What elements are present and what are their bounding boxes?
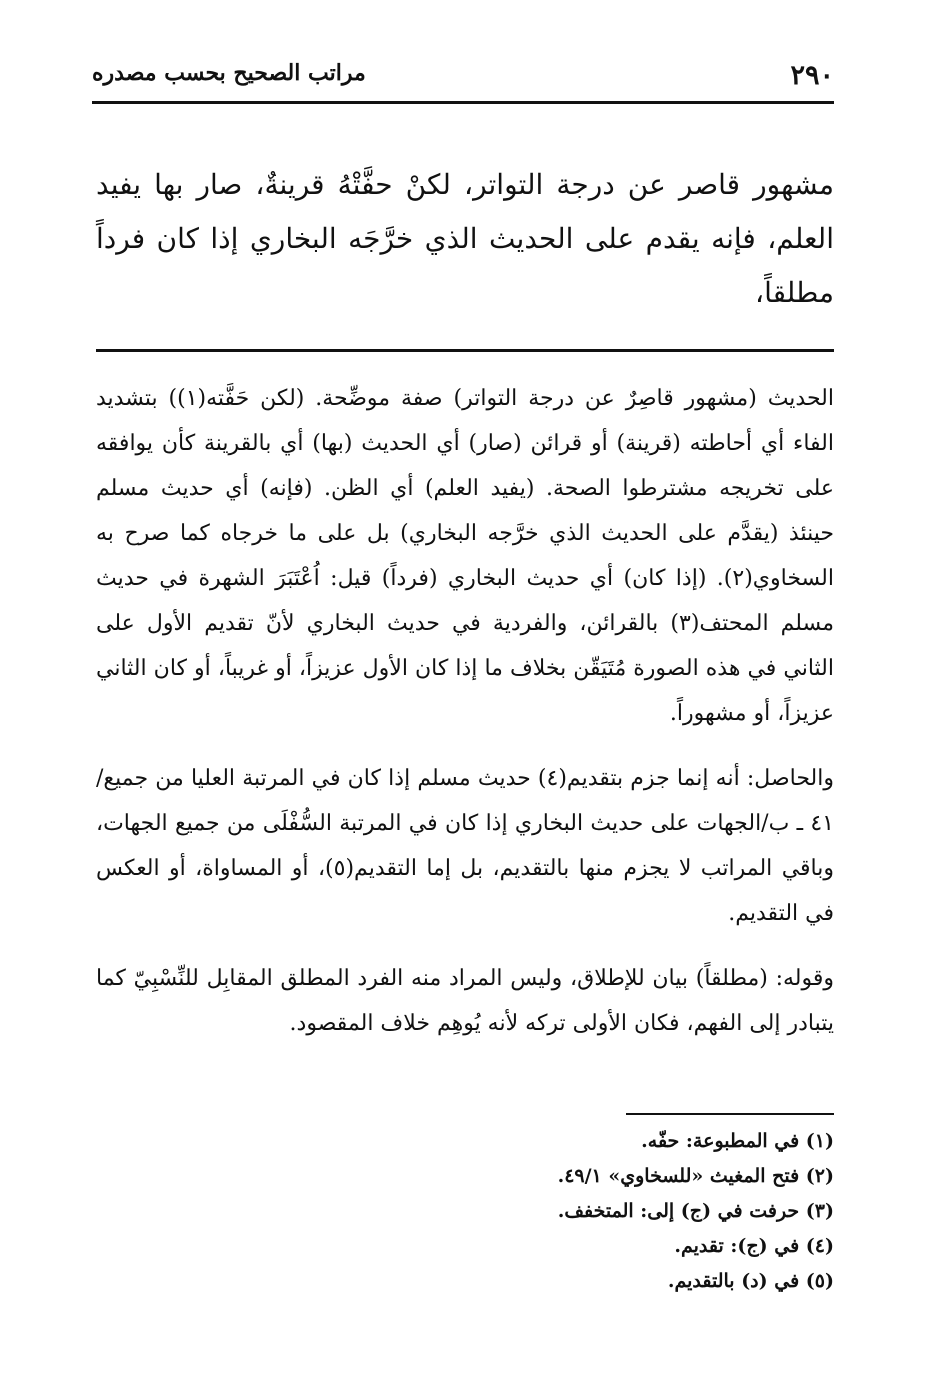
page-number: ٢٩٠: [790, 60, 834, 91]
footnote: (٢) فتح المغيث «للسخاوي» ٤٩/١.: [557, 1165, 834, 1187]
footnote: (١) في المطبوعة: حفّه.: [641, 1130, 834, 1152]
text-separator-rule: [96, 349, 834, 352]
commentary-paragraph: وقوله: (مطلقاً) بيان للإطلاق، وليس المراد منه الفرد المطلق المقابِل للنِّسْبِيّ كما يتبادر إلى الفهم، فكان الأولى تركه لأنه يُوهِم خلاف المقصود.: [96, 966, 834, 1036]
commentary-paragraph: الحديث (مشهور قاصِرٌ عن درجة التواتر) صفة موضِّحة. (لكن حَفَّته(١)) بتشديد الفاء أي أحاطته (قرينة) أو قرائن (صار) أي الحديث (بها) أي بالقرينة كأن يوافقه على تخريجه مشترطوا الصحة. (يفيد العلم) أي الظن. (فإنه) أي حديث مسلم حينئذ (يقدَّم على الحديث الذي خرَّجه البخاري) بل على ما خرجاه كما صرح به السخاوي(٢). (إذا كان) أي حديث البخاري (فرداً) قيل: اُعْتَبَرَ الشهرة في حديث مسلم المحتف(٣) بالقرائن، والفردية في حديث البخاري لأنّ تقديم الأول على الثاني في هذه الصورة مُتَيَقّن بخلاف ما إذا كان الأول عزيزاً، أو غريباً، أو كان الثاني عزيزاً، أو مشهوراً.: [96, 386, 834, 726]
footnote: (٤) في (ج): تقديم.: [674, 1235, 834, 1257]
footnotes: [300, 1124, 834, 1299]
footnote-rule: [626, 1113, 834, 1115]
main-text: مشهور قاصر عن درجة التواتر، لكنْ حفَّتْهُ قرينةٌ، صار بها يفيد العلم، فإنه يقدم على الحديث الذي خرَّجَه البخاري إذا كان فرداً مطلقاً،: [96, 168, 834, 309]
commentary-paragraph: والحاصل: أنه إنما جزم بتقديم(٤) حديث مسلم إذا كان في المرتبة العليا من جميع/٤١ ـ ب/الجهات على حديث البخاري إذا كان في المرتبة السُّفْلَى من جميع الجهات، وباقي المراتب لا يجزم منها بالتقديم، بل إما التقديم(٥)، أو المساواة، أو العكس في التقديم.: [96, 766, 835, 926]
footnote: (٣) حرفت في (ج) إلى: المتخفف.: [557, 1200, 834, 1222]
running-title: مراتب الصحيح بحسب مصدره: [92, 60, 366, 86]
commentary: [96, 376, 834, 1046]
page-header: [92, 58, 834, 100]
header-rule: [92, 101, 834, 104]
footnote: (٥) في (د) بالتقديم.: [667, 1270, 834, 1292]
